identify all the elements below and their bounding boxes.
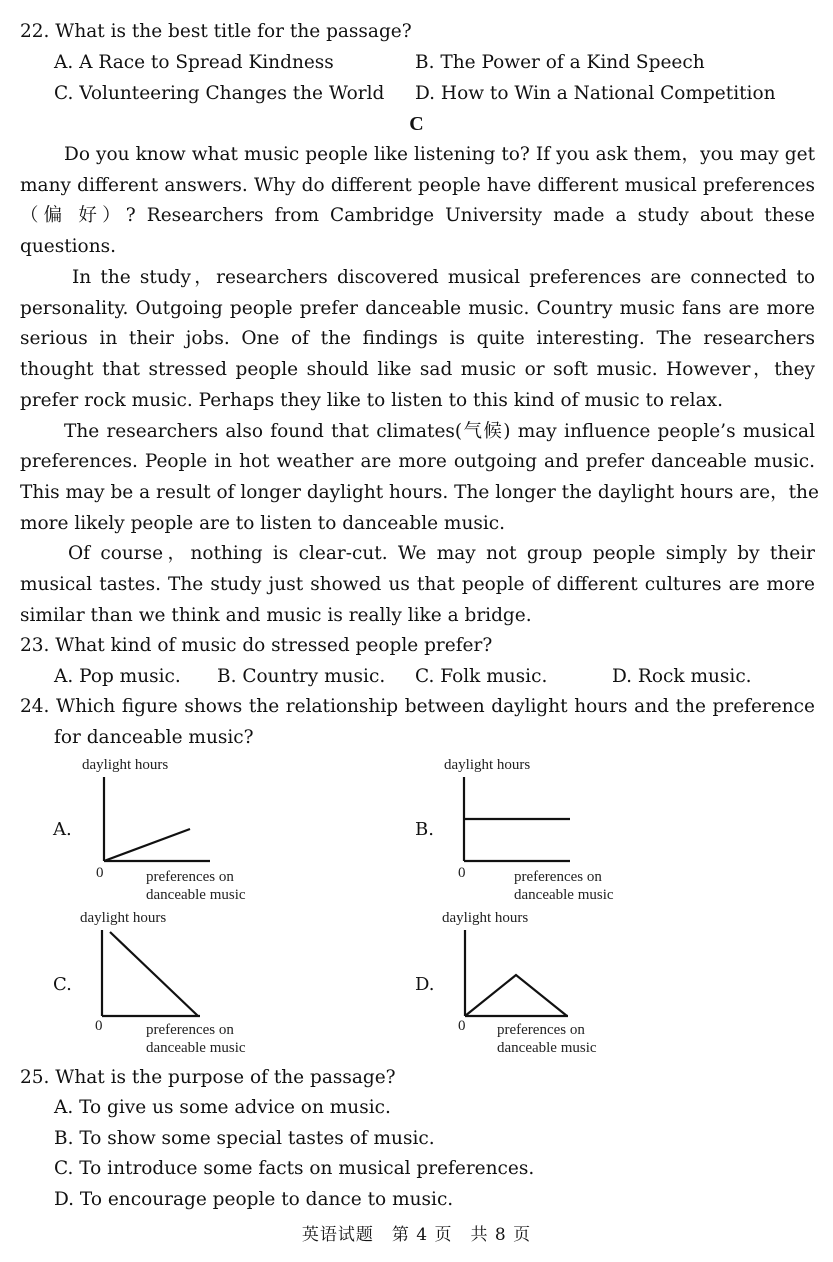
figure-d-letter: D. [415,974,435,995]
passage-p2-line-4: thought that stressed people should like sad music or soft music. However，they [20,359,815,380]
q25-stem: 25. What is the purpose of the passage? [20,1067,396,1088]
figure-c-x-label-2: danceable music [146,1040,246,1056]
passage-p2-line-1: In the study，researchers discovered musical preferences are connected to [72,267,815,288]
q23-option-d: D. Rock music. [612,666,752,687]
passage-p4-line-2: musical tastes. The study just showed us that people of different cultures are more [20,574,815,595]
passage-p4-line-3: similar than we think and music is really like a bridge. [20,605,532,626]
figure-a-origin: 0 [96,865,104,881]
passage-p1-line-4: questions. [20,236,116,257]
figure-d-y-label: daylight hours [442,910,529,926]
figure-d-x-label-2: danceable music [497,1040,597,1056]
figure-a-curve [104,829,190,861]
figure-d-curve [465,975,567,1016]
figure-c-x-label-1: preferences on [146,1022,234,1038]
figure-a-graph [50,755,250,905]
figure-d-x-label-1: preferences on [497,1022,585,1038]
passage-p1-line-2: many different answers. Why do different people have different musical preferences [20,175,815,196]
q23-option-b: B. Country music. [217,666,386,687]
page-footer: 英语试题 第 4 页 共 8 页 [301,1225,532,1245]
passage-p4-line-1: Of course，nothing is clear-cut. We may not group people simply by their [68,543,815,564]
figure-d-origin: 0 [458,1018,466,1034]
figure-c-origin: 0 [95,1018,103,1034]
figure-a-letter: A. [53,819,72,840]
q24-stem-line-1: 24. Which figure shows the relationship between daylight hours and the preference [20,696,815,717]
q25-option-a: A. To give us some advice on music. [54,1097,391,1118]
passage-p2-line-3: serious in their jobs. One of the findings is quite interesting. The researchers [20,328,815,349]
q25-option-b: B. To show some special tastes of music. [54,1128,435,1149]
figure-c [50,908,270,1058]
q22-option-b: B. The Power of a Kind Speech [415,52,705,73]
figure-b-letter: B. [415,819,434,840]
q22-option-d: D. How to Win a National Competition [415,83,776,104]
q22-option-c: C. Volunteering Changes the World [54,83,385,104]
section-label: C [409,113,424,135]
figure-b-x-label-1: preferences on [514,869,602,885]
figure-b-y-label: daylight hours [444,757,531,773]
passage-p3-line-1: The researchers also found that climates(气候) may influence people’s musical [64,421,815,442]
figure-a-x-label-1: preferences on [146,869,234,885]
figure-b-graph [412,755,632,905]
figure-b [412,755,632,905]
figure-c-y-label: daylight hours [80,910,167,926]
figure-d-graph [412,908,632,1058]
passage-p2-line-2: personality. Outgoing people prefer danceable music. Country music fans are more [20,298,815,319]
figure-a-y-label: daylight hours [82,757,169,773]
figure-a-x-label-2: danceable music [146,887,246,903]
figure-b-x-label-2: danceable music [514,887,614,903]
passage-p1-line-1: Do you know what music people like listening to? If you ask them，you may get [64,144,815,165]
q25-option-c: C. To introduce some facts on musical preferences. [54,1158,535,1179]
passage-p3-line-2: preferences. People in hot weather are more outgoing and prefer danceable music. [20,451,815,472]
figure-b-origin: 0 [458,865,466,881]
figure-d [412,908,632,1058]
q25-option-d: D. To encourage people to dance to music. [54,1189,454,1210]
q22-option-a: A. A Race to Spread Kindness [54,52,334,73]
figure-c-curve [110,932,198,1016]
figure-a [50,755,250,905]
q23-option-c: C. Folk music. [415,666,548,687]
passage-p3-line-4: more likely people are to listen to danceable music. [20,513,506,534]
figure-c-graph [50,908,270,1058]
q23-option-a: A. Pop music. [54,666,181,687]
q24-stem-line-2: for danceable music? [54,727,254,748]
q22-stem: 22. What is the best title for the passage? [20,21,412,42]
passage-p2-line-5: prefer rock music. Perhaps they like to listen to this kind of music to relax. [20,390,723,411]
figure-c-letter: C. [53,974,72,995]
passage-p1-line-3: （偏 好）? Researchers from Cambridge University made a study about these [20,205,815,226]
passage-p3-line-3: This may be a result of longer daylight hours. The longer the daylight hours are，the [20,482,819,503]
q23-stem: 23. What kind of music do stressed people prefer? [20,635,493,656]
